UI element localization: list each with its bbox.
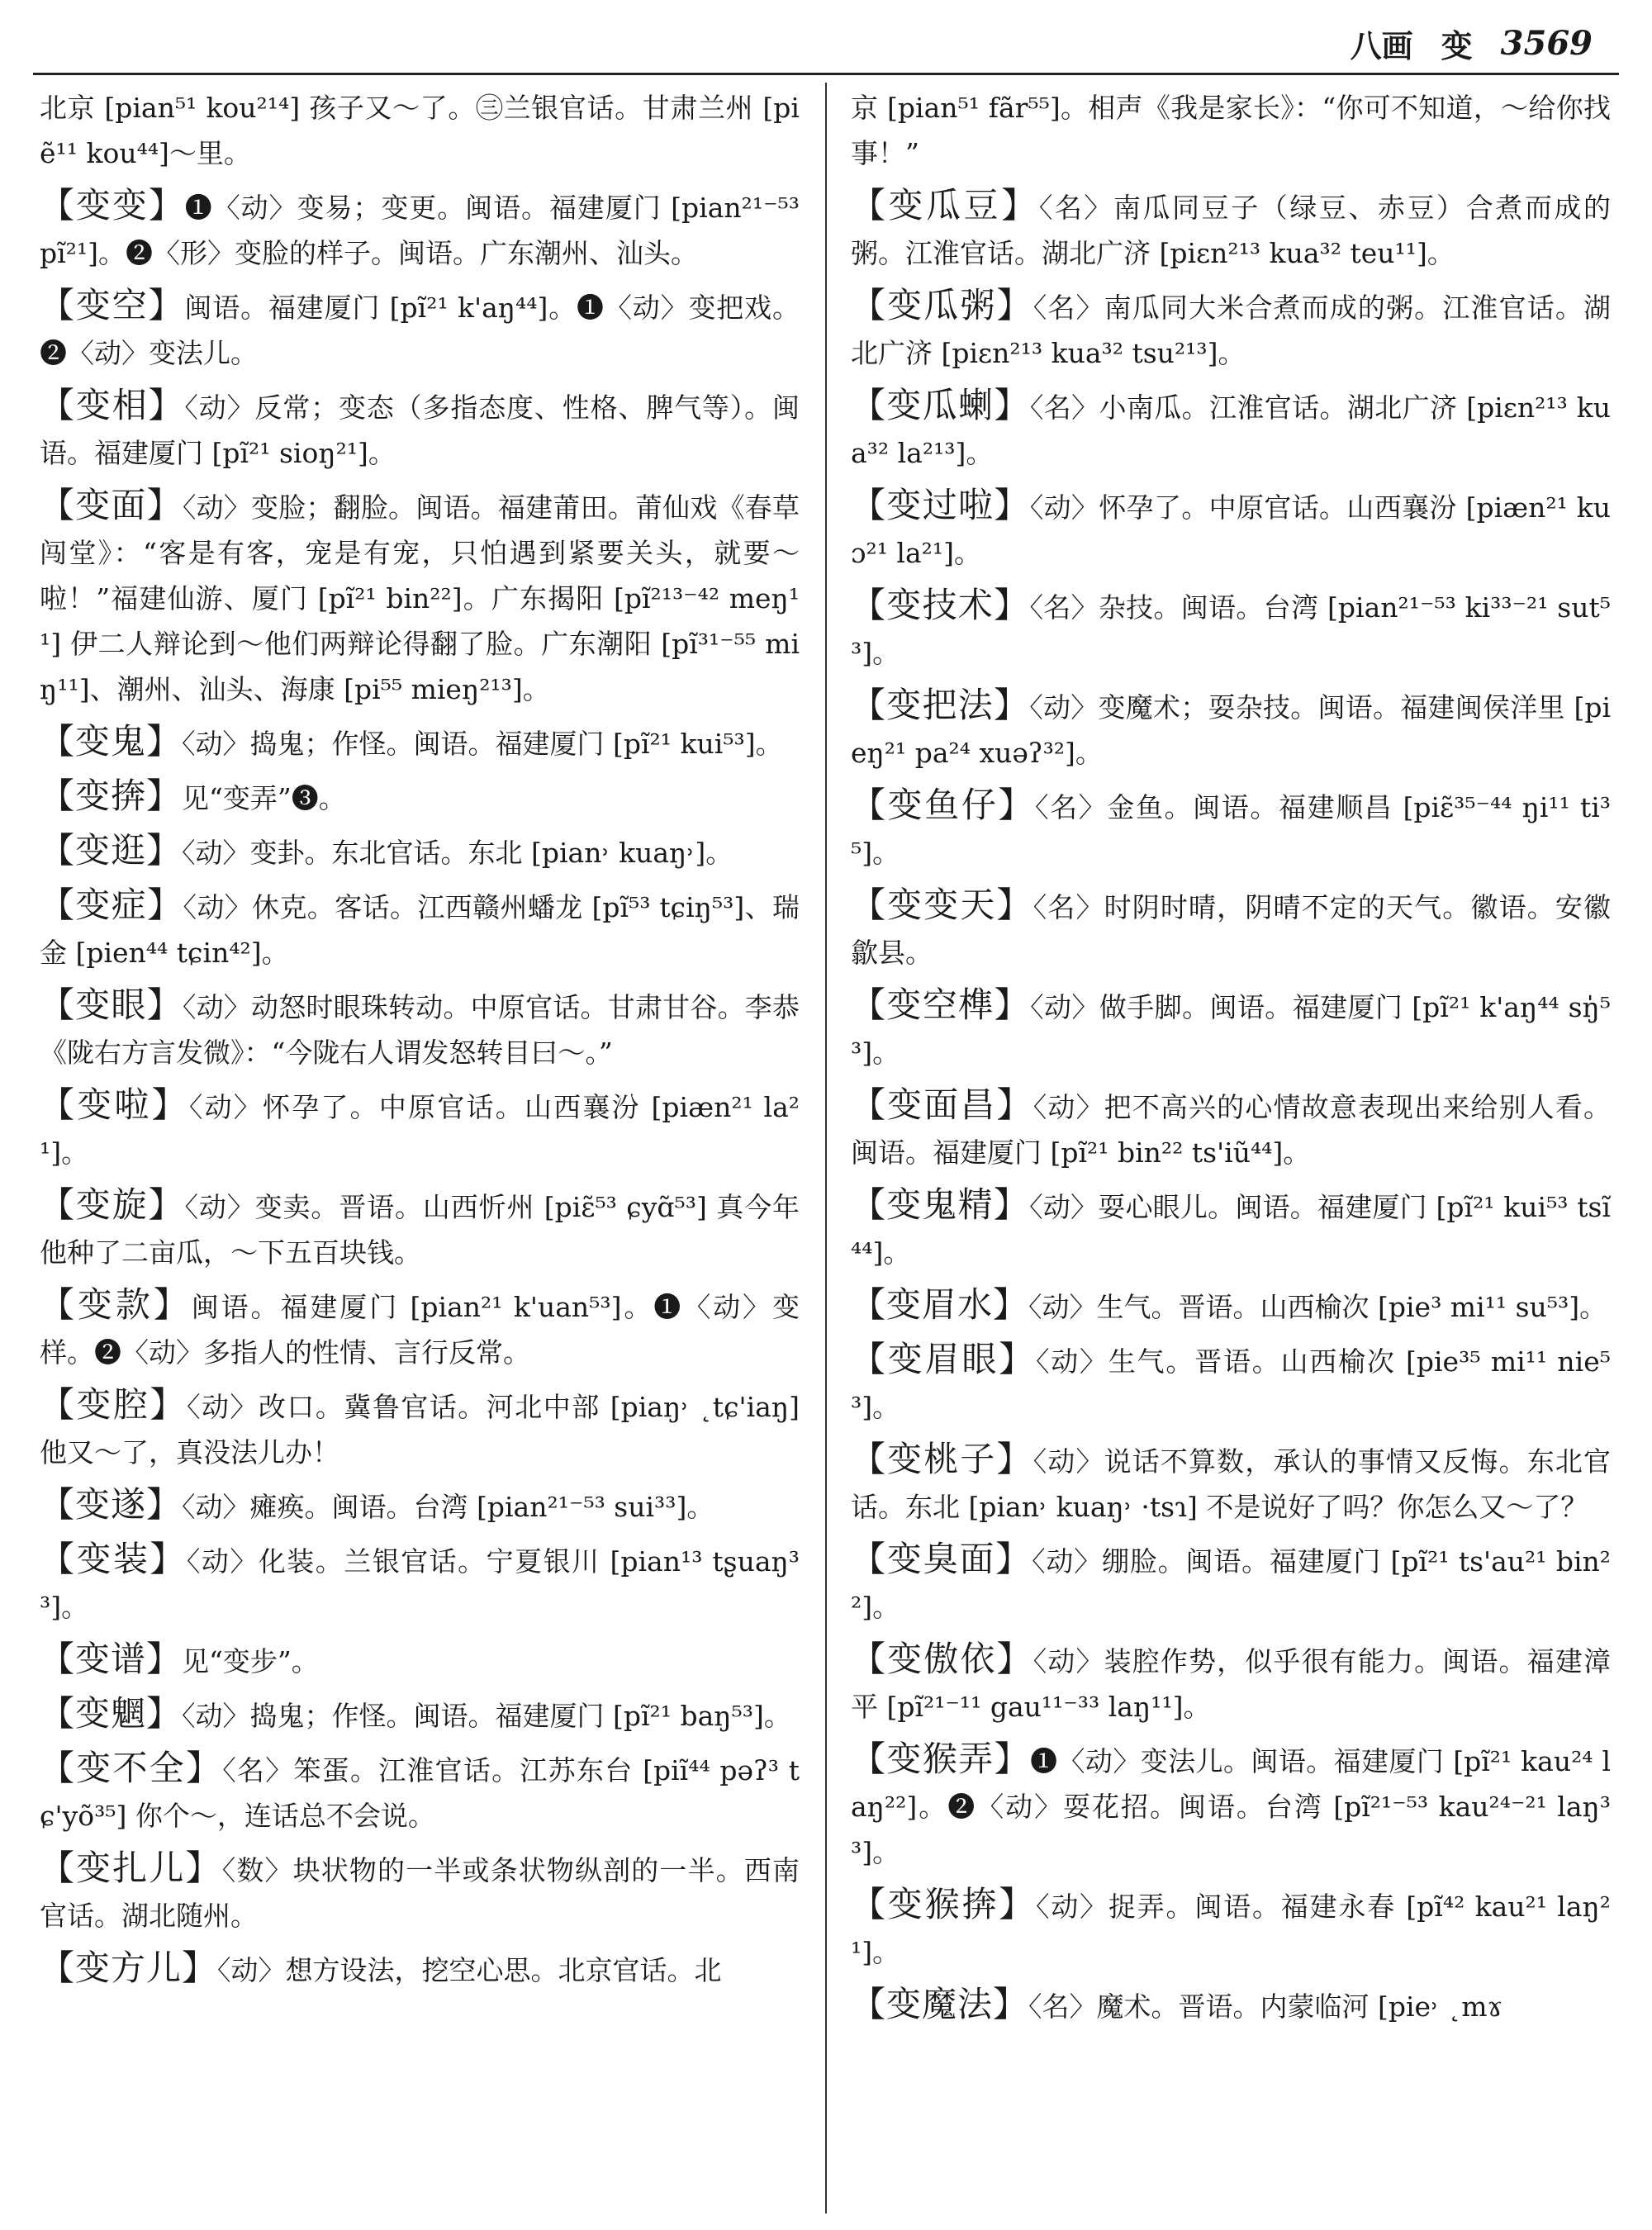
headword: 【变傲依】 bbox=[851, 1639, 1033, 1679]
section-label: 八画 bbox=[1350, 26, 1413, 64]
page-header bbox=[1351, 18, 1593, 68]
headword: 【变空榫】 bbox=[851, 985, 1031, 1025]
headword: 【变过啦】 bbox=[851, 485, 1030, 525]
headword: 【变魍】 bbox=[40, 1693, 183, 1734]
headword: 【变扎儿】 bbox=[40, 1848, 222, 1888]
headword: 【变鬼】 bbox=[40, 721, 183, 762]
entry bbox=[40, 1082, 800, 1175]
definition: 〈动〉生气。晋语。山西榆次 [pie³⁵ mi¹¹ nie⁵³]。 bbox=[851, 1345, 1611, 1423]
headword: 【变瓜粥】 bbox=[851, 285, 1033, 325]
entry bbox=[851, 882, 1611, 975]
definition: 见“变步”。 bbox=[182, 1645, 319, 1677]
entry bbox=[40, 282, 800, 376]
definition: 〈动〉怀孕了。中原官话。山西襄汾 [piæn²¹ kuɔ²¹ la²¹]。 bbox=[851, 491, 1611, 569]
headword: 【变桃子】 bbox=[851, 1439, 1033, 1479]
entry bbox=[40, 1382, 800, 1475]
entry bbox=[40, 83, 800, 176]
entry bbox=[851, 982, 1611, 1075]
definition: 〈动〉瘫痪。闽语。台湾 [pian²¹⁻⁵³ sui³³]。 bbox=[182, 1491, 714, 1523]
definition: 〈动〉化装。兰银官话。宁夏银川 [pian¹³ tʂuaŋ³³]。 bbox=[40, 1545, 800, 1623]
headword: 【变瓜豆】 bbox=[851, 185, 1039, 225]
definition: 〈名〉魔术。晋语。内蒙临河 [pie˒ ˛mɤ bbox=[1028, 1990, 1503, 2023]
entry bbox=[40, 773, 800, 821]
definition: 〈动〉耍心眼儿。闽语。福建厦门 [pĩ²¹ kui⁵³ tsĩ⁴⁴]。 bbox=[851, 1191, 1611, 1269]
headword: 【变变天】 bbox=[851, 885, 1033, 925]
definition: 〈动〉怀孕了。中原官话。山西襄汾 [piæn²¹ la²¹]。 bbox=[40, 1091, 800, 1169]
definition: 〈动〉变魔术；耍杂技。闽语。福建闽侯洋里 [pieŋ²¹ pa²⁴ xuəʔ³²]。 bbox=[851, 691, 1611, 769]
entry bbox=[851, 1336, 1611, 1430]
definition: 〈动〉捣鬼；作怪。闽语。福建厦门 [pĩ²¹ baŋ⁵³]。 bbox=[182, 1700, 791, 1732]
entry bbox=[851, 382, 1611, 476]
entry bbox=[40, 1636, 800, 1684]
headword: 【变眉眼】 bbox=[851, 1339, 1036, 1379]
headword: 【变相】 bbox=[40, 385, 185, 425]
headword: 【变鱼仔】 bbox=[851, 785, 1036, 825]
entry bbox=[40, 1282, 800, 1375]
definition: 〈动〉捣鬼；作怪。闽语。福建厦门 [pĩ²¹ kui⁵³]。 bbox=[182, 728, 783, 760]
definition: 〈动〉休克。客话。江西赣州蟠龙 [pĩ⁵³ tɕiŋ⁵³]、瑞金 [pien⁴⁴ tɕin⁴²]。 bbox=[40, 891, 800, 969]
headword: 【变把法】 bbox=[851, 685, 1030, 725]
top-rule bbox=[33, 73, 1619, 75]
headword: 【变腔】 bbox=[40, 1384, 187, 1425]
headword: 【变啦】 bbox=[40, 1084, 189, 1125]
headword: 【变捹】 bbox=[40, 776, 183, 816]
entry bbox=[851, 282, 1611, 376]
definition: 〈动〉反常；变态（多指态度、性格、脾气等）。闽语。福建厦门 [pĩ²¹ sioŋ²¹]。 bbox=[40, 391, 800, 469]
entry bbox=[40, 183, 800, 276]
definition: 〈动〉变卦。东北官话。东北 [pian˒ kuaŋ˒]。 bbox=[182, 837, 733, 869]
entry bbox=[40, 1482, 800, 1530]
entry bbox=[40, 1691, 800, 1739]
headword: 【变瓜蝲】 bbox=[851, 385, 1030, 425]
headword: 【变技术】 bbox=[851, 585, 1030, 625]
definition: 京 [pian⁵¹ fãr⁵⁵]。相声《我是家长》：“你可不知道，～给你找事！” bbox=[851, 92, 1611, 169]
definition: 〈动〉把不高兴的心情故意表现出来给别人看。闽语。福建厦门 [pĩ²¹ bin²² ts'iũ⁴⁴]。 bbox=[851, 1091, 1611, 1169]
headword: 【变症】 bbox=[40, 885, 183, 925]
entry bbox=[851, 183, 1611, 276]
headword: 【变谱】 bbox=[40, 1639, 183, 1679]
definition: 〈名〉南瓜同大米合煮而成的粥。江淮官话。湖北广济 [piɛn²¹³ kua³² tsu²¹³]。 bbox=[851, 292, 1611, 369]
headword: 【变旋】 bbox=[40, 1184, 185, 1225]
definition: 闽语。福建厦门 [pian²¹ k'uan⁵³]。❶〈动〉变样。❷〈动〉多指人的性情、言行反常。 bbox=[40, 1291, 800, 1369]
definition: 〈名〉时阴时晴，阴晴不定的天气。徽语。安徽歙县。 bbox=[851, 891, 1611, 969]
definition: 〈数〉块状物的一半或条状物纵剖的一半。西南官话。湖北随州。 bbox=[40, 1854, 800, 1932]
headword: 【变不全】 bbox=[40, 1748, 223, 1788]
entry bbox=[851, 1881, 1611, 1975]
definition: 〈动〉变卖。晋语。山西忻州 [piɛ̃⁵³ ɕyɑ̃⁵³] 真今年他种了二亩瓜，～下五百块钱。 bbox=[40, 1191, 800, 1269]
entry bbox=[851, 1636, 1611, 1729]
left-column bbox=[40, 83, 800, 2213]
entry bbox=[851, 1436, 1611, 1530]
headword: 【变逛】 bbox=[40, 830, 183, 871]
definition: ❶〈动〉变法儿。闽语。福建厦门 [pĩ²¹ kau²⁴ laŋ²²]。❷〈动〉耍花招。闽语。台湾 [pĩ²¹⁻⁵³ kau²⁴⁻²¹ laŋ³³]。 bbox=[851, 1745, 1611, 1868]
definition: 〈名〉金鱼。闽语。福建顺昌 [piɛ̃³⁵⁻⁴⁴ ŋi¹¹ ti³⁵]。 bbox=[851, 791, 1611, 869]
entry bbox=[851, 1282, 1611, 1330]
entry bbox=[851, 1082, 1611, 1175]
definition: 〈动〉动怒时眼珠转动。中原官话。甘肃甘谷。李恭《陇右方言发微》：“今陇右人谓发怒转目曰～。” bbox=[40, 991, 800, 1069]
headword: 【变面昌】 bbox=[851, 1084, 1033, 1125]
entry bbox=[40, 828, 800, 875]
entry bbox=[40, 1745, 800, 1839]
headword: 【变空】 bbox=[40, 285, 185, 325]
headword: 【变鬼精】 bbox=[851, 1184, 1030, 1225]
headword: 【变装】 bbox=[40, 1539, 187, 1579]
entry bbox=[40, 719, 800, 766]
entry bbox=[40, 982, 800, 1075]
headword: 【变面】 bbox=[40, 485, 183, 525]
definition: 〈名〉杂技。闽语。台湾 [pian²¹⁻⁵³ ki³³⁻²¹ sut⁵³]。 bbox=[851, 591, 1611, 669]
entry bbox=[40, 482, 800, 712]
definition: 见“变弄”❸。 bbox=[182, 782, 346, 814]
definition: 北京 [pian⁵¹ kou²¹⁴] 孩子又～了。㊂兰银官话。甘肃兰州 [piẽ¹¹ kou⁴⁴]～里。 bbox=[40, 92, 800, 169]
headword: 【变眼】 bbox=[40, 985, 183, 1025]
headword: 【变变】 bbox=[40, 185, 185, 225]
headword: 【变眉水】 bbox=[851, 1284, 1029, 1325]
headword: 【变款】 bbox=[40, 1284, 192, 1325]
definition: 〈名〉小南瓜。江淮官话。湖北广济 [piɛn²¹³ kua³² la²¹³]。 bbox=[851, 391, 1611, 469]
entry bbox=[40, 1536, 800, 1630]
page-number: 3569 bbox=[1500, 23, 1593, 63]
definition: 〈动〉改口。冀鲁官话。河北中部 [piaŋ˒ ˛tɕ'iaŋ] 他又～了，真没法儿办！ bbox=[40, 1391, 800, 1468]
entry bbox=[40, 382, 800, 476]
headword: 【变方儿】 bbox=[40, 1948, 218, 1988]
entry bbox=[851, 1536, 1611, 1630]
headword: 【变猴捹】 bbox=[851, 1884, 1037, 1924]
definition: 〈动〉说话不算数，承认的事情又反悔。东北官话。东北 [pian˒ kuaŋ˒ ·tsɿ] 不是说好了吗？你怎么又～了？ bbox=[851, 1445, 1611, 1523]
definition: 〈动〉装腔作势，似乎很有能力。闽语。福建漳平 [pĩ²¹⁻¹¹ gau¹¹⁻³³ laŋ¹¹]。 bbox=[851, 1645, 1611, 1723]
definition: 〈动〉捉弄。闽语。福建永春 [pĩ⁴² kau²¹ laŋ²¹]。 bbox=[851, 1891, 1611, 1968]
entry bbox=[40, 1182, 800, 1275]
definition: ❶〈动〉变易；变更。闽语。福建厦门 [pian²¹⁻⁵³ pĩ²¹]。❷〈形〉变脸的样子。闽语。广东潮州、汕头。 bbox=[40, 192, 800, 269]
definition: 〈名〉笨蛋。江淮官话。江苏东台 [piĩ⁴⁴ pəʔ³ tɕ'yõ³⁵] 你个～，连话总不会说。 bbox=[40, 1754, 800, 1832]
definition: 〈名〉南瓜同豆子（绿豆、赤豆）合煮而成的粥。江淮官话。湖北广济 [piɛn²¹³ kua³² teu¹¹]。 bbox=[851, 192, 1611, 269]
entry bbox=[40, 882, 800, 975]
entry bbox=[40, 1945, 800, 1993]
entry bbox=[851, 482, 1611, 576]
definition: 〈动〉想方设法，挖空心思。北京官话。北 bbox=[217, 1954, 722, 1986]
entry bbox=[851, 782, 1611, 875]
definition: 〈动〉做手脚。闽语。福建厦门 [pĩ²¹ k'aŋ⁴⁴ sŋ̍⁵³]。 bbox=[851, 991, 1611, 1069]
definition: 〈动〉生气。晋语。山西榆次 [pie³ mi¹¹ su⁵³]。 bbox=[1028, 1291, 1607, 1323]
headword: 【变魔法】 bbox=[851, 1984, 1029, 2024]
headword: 【变遂】 bbox=[40, 1484, 183, 1525]
headword: 【变臭面】 bbox=[851, 1539, 1032, 1579]
entry bbox=[851, 682, 1611, 776]
definition: 〈动〉绷脸。闽语。福建厦门 [pĩ²¹ ts'au²¹ bin²²]。 bbox=[851, 1545, 1611, 1623]
headword: 【变猴弄】 bbox=[851, 1739, 1031, 1779]
entry bbox=[40, 1845, 800, 1938]
column-divider bbox=[825, 83, 827, 2213]
definition: 〈动〉变脸；翻脸。闽语。福建莆田。莆仙戏《春草闯堂》：“客是有客，宠是有宠，只怕遇到紧要关头，就要～啦！”福建仙游、厦门 [pĩ²¹ bin²²]。广东揭阳 [pĩ²¹³⁻⁴² meŋ¹¹] 伊二人辩论到～他们两辩论得翻了脸。广东潮阳 [pĩ³¹⁻⁵⁵ miŋ¹¹]、潮州、汕头、海康 [pi⁵⁵ mieŋ²¹³]。 bbox=[40, 491, 800, 705]
entry bbox=[851, 1182, 1611, 1275]
entry bbox=[851, 1736, 1611, 1875]
definition: 闽语。福建厦门 [pĩ²¹ k'aŋ⁴⁴]。❶〈动〉变把戏。❷〈动〉变法儿。 bbox=[40, 292, 800, 369]
right-column bbox=[851, 83, 1611, 2213]
entry bbox=[851, 1981, 1611, 2029]
entry bbox=[851, 83, 1611, 176]
header-char: 变 bbox=[1441, 26, 1473, 64]
entry bbox=[851, 582, 1611, 676]
